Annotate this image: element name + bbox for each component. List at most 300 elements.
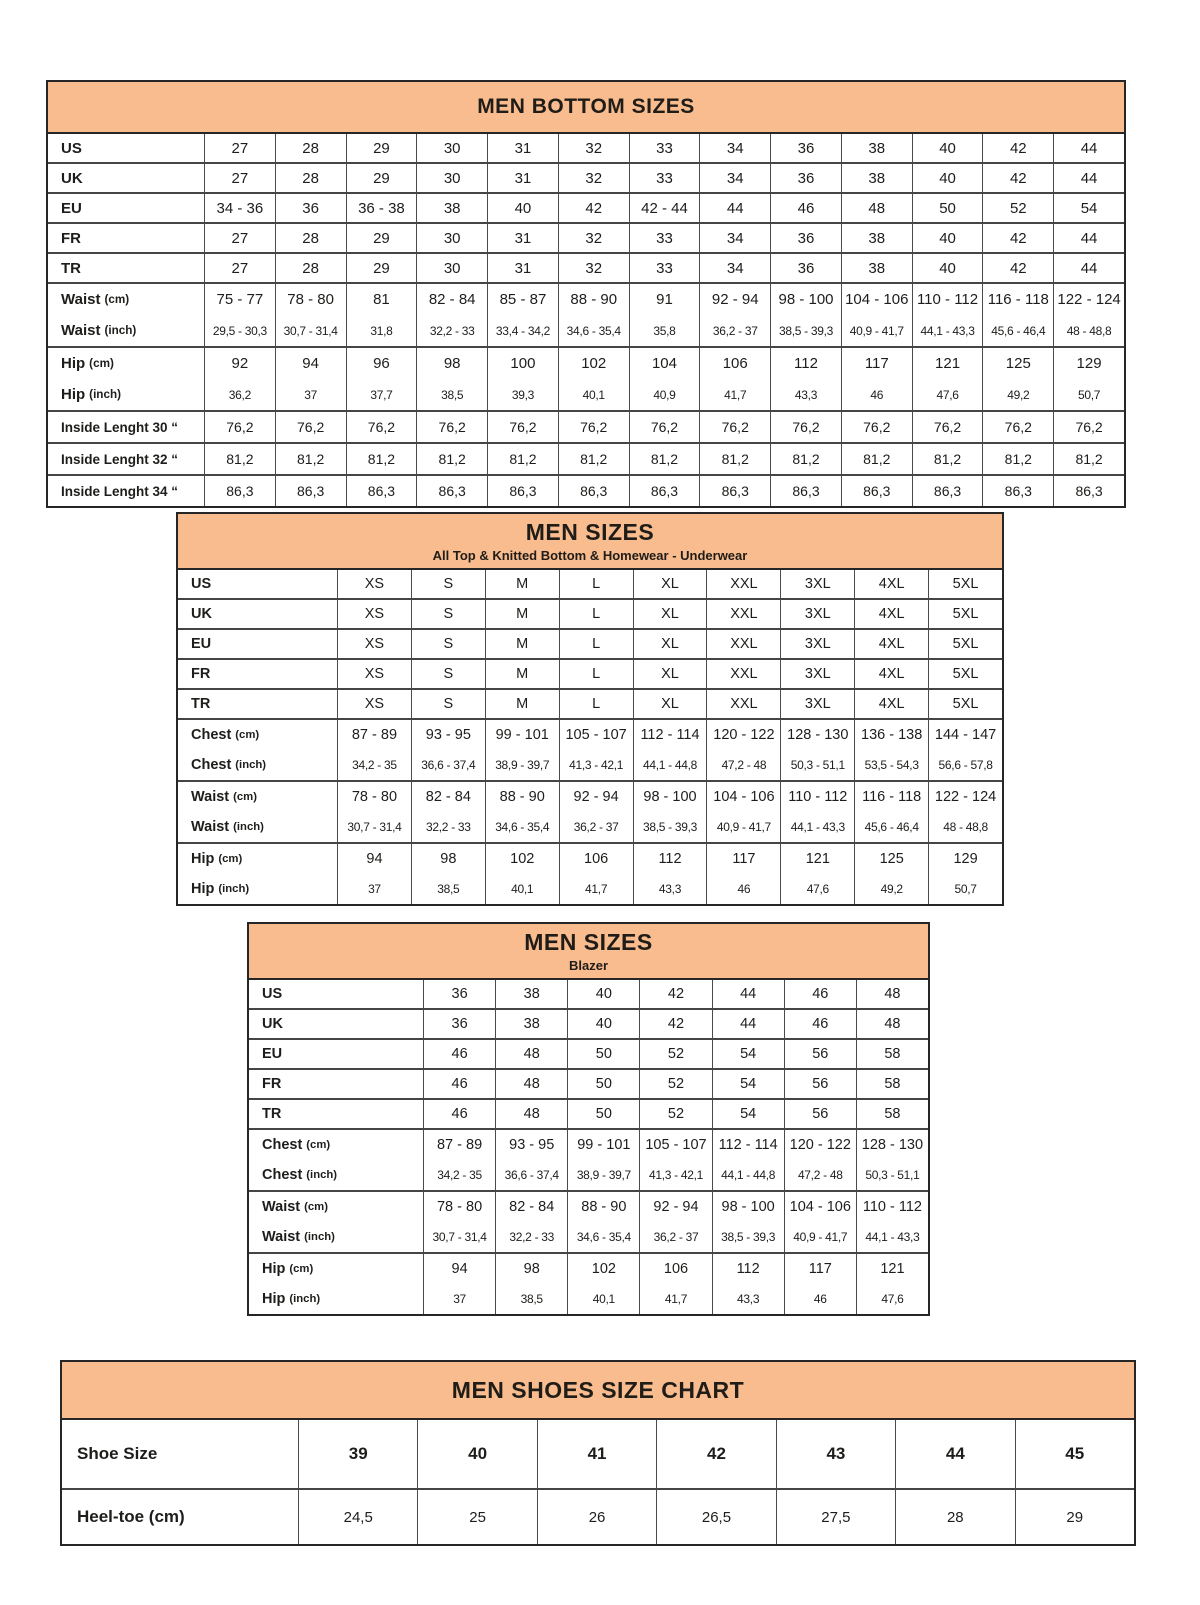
table-row [178,660,1002,688]
table-cell: 96 [346,348,417,379]
table-cell: 46 [706,874,780,904]
table-cell: S [411,600,485,628]
table-cell: 99 - 101 [485,720,559,750]
table-row [48,194,1124,222]
table-cell: 104 - 106 [784,1192,856,1222]
row-label [48,444,205,474]
table-cell: 44,1 - 44,8 [633,750,707,780]
table-cell: 47,6 [780,874,854,904]
row-label-text: US [262,986,283,1002]
row-label-text: Hip [61,355,86,372]
row-label-unit: (cm) [306,1139,331,1151]
row-label-text: Chest [191,757,232,773]
row-label [178,660,338,688]
table-cell: 54 [712,1040,784,1068]
men-bottom-sizes-table [46,80,1126,508]
table-cell: 38 [495,980,567,1008]
table-cell: 76,2 [558,412,629,442]
table-cell: 44 [712,980,784,1008]
table-cell: 85 - 87 [487,284,558,315]
table-cell: 28 [895,1490,1014,1544]
table-body [62,1420,1134,1544]
row-label-text: Heel-toe (cm) [77,1507,185,1526]
row-label-text: TR [191,696,211,712]
table-cell: M [485,690,559,718]
row-group [249,980,928,1008]
row-label-unit: (inch) [89,388,121,401]
table-cell: 88 - 90 [567,1192,639,1222]
row-label [249,980,424,1008]
table-cell: 52 [639,1100,711,1128]
table-cell: 94 [451,1261,468,1277]
table-cell: 38,5 - 39,3 [712,1222,784,1252]
table-cell: 35,8 [629,315,700,346]
table-cell: 40 [417,1420,536,1488]
table-cell: L [559,630,633,658]
table-cell: M [485,600,559,628]
table-cell: 128 - 130 [856,1130,928,1160]
table-cell: 4XL [854,660,928,688]
table-cell: 93 - 95 [411,720,485,750]
row-label [249,1284,424,1314]
row-group [48,192,1124,222]
table-cell: 44 [895,1420,1014,1488]
row-label [48,134,205,162]
table-cell: 50 [567,1070,639,1098]
table-row [178,874,1002,904]
table-title-bar [62,1362,1134,1420]
table-cell: 30,7 - 31,4 [347,820,402,834]
table-cell: 106 [639,1254,711,1284]
table-cell: 42 [982,164,1053,192]
table-cell: 125 [982,348,1053,379]
table-cell: XXL [706,660,780,688]
table-cell: 78 - 80 [436,1199,483,1215]
table-row [48,348,1124,379]
table-cell: 45,6 - 46,4 [854,812,928,842]
table-row [249,1254,928,1284]
table-cell: 47,2 - 48 [784,1160,856,1190]
table-cell: 48 [856,1010,928,1038]
row-label-text: Inside Lenght 34 “ [61,483,179,499]
table-cell: 36,2 - 37 [699,315,770,346]
table-row [62,1420,1134,1488]
row-label-text: Hip [191,881,215,897]
table-cell: 5XL [928,690,1002,718]
table-cell: 5XL [928,570,1002,598]
table-cell: S [411,660,485,688]
table-cell: 54 [712,1070,784,1098]
table-cell: 34 - 36 [216,199,264,217]
table-cell: XXL [706,630,780,658]
table-cell: 88 - 90 [485,782,559,812]
row-label-unit: (inch) [304,1231,335,1243]
table-cell: 41,7 [699,379,770,410]
table-cell: 31 [487,224,558,252]
row-label-text: US [191,576,212,592]
row-label-text: Hip [191,851,215,867]
table-cell: 86,3 [982,476,1053,506]
table-row [48,284,1124,315]
row-label [178,844,338,874]
table-cell: 38,9 - 39,7 [485,750,559,780]
table-cell: 94 [366,851,383,867]
table-cell: 46 [770,194,841,222]
table-cell: 38 [841,224,912,252]
table-cell: 39 [348,1444,368,1463]
row-group [178,718,1002,780]
row-label-text: Hip [61,386,86,403]
table-cell: 43,3 [770,379,841,410]
table-row [62,1490,1134,1544]
table-cell: 98 - 100 [712,1192,784,1222]
table-cell: 3XL [780,690,854,718]
table-subtitle: Blazer [568,958,609,973]
table-cell: 32,2 - 33 [495,1222,567,1252]
table-cell: 44 [699,194,770,222]
table-cell: 56 [784,1040,856,1068]
table-cell: 41,3 - 42,1 [639,1160,711,1190]
table-cell: 81,2 [226,451,254,467]
table-cell: 42 [639,1010,711,1038]
row-label [249,1192,424,1222]
row-label [178,630,338,658]
table-cell: 98 - 100 [770,284,841,315]
table-cell: 98 - 100 [633,782,707,812]
table-row [178,720,1002,750]
table-cell: 30,7 - 31,4 [432,1230,487,1244]
table-cell: 86,3 [912,476,983,506]
table-cell: XL [633,660,707,688]
table-cell: 26 [537,1490,656,1544]
table-row [178,750,1002,780]
table-cell: 36 [451,986,468,1002]
table-cell: 38,5 [495,1284,567,1314]
row-label-text: Waist [61,291,101,308]
row-label-text: Hip [262,1291,286,1307]
table-cell: XS [364,576,385,592]
table-cell: 86,3 [275,476,346,506]
table-cell: 40,1 [485,874,559,904]
table-cell: 40,1 [558,379,629,410]
row-label-text: UK [262,1016,283,1032]
row-label [48,284,205,315]
table-cell: 44 [1053,164,1124,192]
table-cell: 5XL [928,600,1002,628]
table-cell: 52 [982,194,1053,222]
row-group [48,346,1124,410]
table-row [48,254,1124,282]
table-cell: 44 [1053,224,1124,252]
table-title: MEN SIZES [524,929,653,955]
table-cell: 86,3 [346,476,417,506]
row-label-text: Waist [191,789,230,805]
table-title-bar [178,514,1002,570]
table-row [48,379,1124,410]
table-cell: 56,6 - 57,8 [928,750,1002,780]
table-cell: 4XL [854,600,928,628]
table-cell: 76,2 [699,412,770,442]
table-cell: 40,9 [629,379,700,410]
table-cell: 52 [639,1070,711,1098]
table-row [249,1222,928,1252]
table-cell: XXL [706,570,780,598]
table-row [48,224,1124,252]
table-cell: 87 - 89 [436,1137,483,1153]
table-cell: XL [633,630,707,658]
table-cell: 37 [368,882,381,896]
table-cell: 121 [780,844,854,874]
row-label [48,194,205,222]
row-label-unit: (cm) [289,1263,314,1275]
table-cell: 4XL [854,690,928,718]
table-cell: 48 - 48,8 [928,812,1002,842]
table-cell: 36 [770,224,841,252]
table-cell: 52 [639,1040,711,1068]
row-label-text: Shoe Size [77,1444,158,1463]
table-cell: XL [633,600,707,628]
table-cell: 38 [495,1010,567,1038]
table-cell: 38 [416,194,487,222]
table-cell: 46 [784,1010,856,1038]
row-label [249,1254,424,1284]
table-cell: 56 [784,1070,856,1098]
table-cell: 88 - 90 [558,284,629,315]
row-label [249,1100,424,1128]
table-row [249,1010,928,1038]
table-cell: L [559,690,633,718]
row-label [62,1420,299,1488]
row-group [249,1068,928,1098]
table-cell: 110 - 112 [912,284,983,315]
row-label [178,874,338,904]
row-group [48,222,1124,252]
men-sizes-blazer-table [247,922,930,1316]
table-cell: 81,2 [912,444,983,474]
table-cell: 37 [275,379,346,410]
table-cell: 50 [567,1100,639,1128]
table-cell: 58 [856,1040,928,1068]
row-group [62,1488,1134,1544]
row-group [178,598,1002,628]
row-group [48,410,1124,442]
table-cell: 86,3 [770,476,841,506]
table-cell: 32 [558,254,629,282]
table-cell: 50 [912,194,983,222]
row-label-text: Inside Lenght 30 “ [61,419,179,435]
table-row [178,812,1002,842]
row-label [48,379,205,410]
table-cell: 5XL [928,630,1002,658]
table-cell: 81,2 [841,444,912,474]
table-cell: 33 [629,224,700,252]
table-cell: 54 [712,1100,784,1128]
table-cell: 44,1 - 43,3 [856,1222,928,1252]
table-cell: 116 - 118 [854,782,928,812]
table-cell: 42 [639,980,711,1008]
table-cell: 46 [841,379,912,410]
table-cell: 75 - 77 [216,291,264,308]
table-cell: 76,2 [841,412,912,442]
table-cell: 36,2 [228,387,251,402]
row-group [62,1420,1134,1488]
table-cell: 120 - 122 [706,720,780,750]
table-row [249,1284,928,1314]
table-cell: M [485,660,559,688]
men-shoes-size-chart-table [60,1360,1136,1546]
table-cell: 76,2 [770,412,841,442]
table-cell: 76,2 [275,412,346,442]
row-label-text: Chest [262,1167,303,1183]
table-cell: 40,9 - 41,7 [706,812,780,842]
table-cell: 120 - 122 [784,1130,856,1160]
table-cell: 86,3 [558,476,629,506]
table-cell: 47,6 [856,1284,928,1314]
table-cell: 44 [712,1010,784,1038]
row-label [178,750,338,780]
table-row [48,476,1124,506]
table-cell: 128 - 130 [780,720,854,750]
table-cell: 81,2 [487,444,558,474]
table-cell: XL [633,570,707,598]
row-group [178,688,1002,718]
table-cell: 76,2 [912,412,983,442]
table-cell: 29 [346,164,417,192]
table-cell: 40 [912,254,983,282]
table-cell: 58 [856,1100,928,1128]
table-cell: 3XL [780,660,854,688]
table-cell: 98 [495,1254,567,1284]
table-cell: 34 [699,134,770,162]
table-body [249,980,928,1314]
table-cell: 91 [629,284,700,315]
row-label-unit: (cm) [233,791,257,803]
table-cell: 37 [453,1292,466,1306]
table-cell: 94 [275,348,346,379]
table-cell: 92 - 94 [699,284,770,315]
row-group [249,1252,928,1314]
table-cell: 28 [275,134,346,162]
table-title: MEN BOTTOM SIZES [477,95,695,118]
table-cell: 81,2 [346,444,417,474]
table-cell: 34 [699,254,770,282]
table-cell: 39,3 [487,379,558,410]
row-label-text: Waist [191,819,230,835]
table-cell: M [485,570,559,598]
table-row [48,164,1124,192]
table-cell: 81 [346,284,417,315]
table-cell: L [559,600,633,628]
table-cell: 34,6 - 35,4 [567,1222,639,1252]
row-label-unit: (inch) [306,1169,338,1181]
table-cell: 38,9 - 39,7 [567,1160,639,1190]
table-row [178,570,1002,598]
table-cell: 29 [346,224,417,252]
table-cell: 41 [537,1420,656,1488]
table-cell: 29 [346,134,417,162]
men-sizes-top-table [176,512,1004,906]
table-cell: 81,2 [629,444,700,474]
row-group [178,658,1002,688]
row-label-text: FR [191,666,211,682]
table-subtitle: All Top & Knitted Bottom & Homewear - Underwear [432,548,748,563]
table-cell: 102 [567,1254,639,1284]
row-group [178,570,1002,598]
row-group [249,1190,928,1252]
row-label-unit: (cm) [89,357,114,370]
row-group [178,842,1002,904]
table-cell: 78 - 80 [275,284,346,315]
table-body [48,134,1124,506]
table-cell: 33 [629,254,700,282]
table-cell: 4XL [854,570,928,598]
table-cell: 76,2 [629,412,700,442]
row-label-text: Waist [262,1199,301,1215]
table-cell: 36,2 - 37 [559,812,633,842]
table-cell: 27 [231,229,249,247]
table-cell: 76,2 [416,412,487,442]
table-cell: 38,5 - 39,3 [633,812,707,842]
table-cell: 30 [416,254,487,282]
table-cell: 47,6 [912,379,983,410]
row-label-unit: (inch) [218,883,250,895]
row-label-text: EU [191,636,212,652]
row-label-text: TR [262,1106,282,1122]
table-cell: 31 [487,164,558,192]
table-cell: 49,2 [854,874,928,904]
row-label-unit: (cm) [235,729,260,741]
table-cell: 34,6 - 35,4 [558,315,629,346]
table-cell: 30 [416,164,487,192]
table-cell: 40 [912,164,983,192]
table-cell: 50,3 - 51,1 [856,1160,928,1190]
table-cell: 144 - 147 [928,720,1002,750]
row-label-text: UK [61,169,83,187]
row-label-text: Inside Lenght 32 “ [61,451,179,467]
row-label-text: Waist [262,1229,301,1245]
table-cell: L [559,660,633,688]
table-cell: 117 [841,348,912,379]
table-cell: 112 [770,348,841,379]
table-cell: 46 [784,1284,856,1314]
row-group [178,780,1002,842]
table-cell: 38 [841,134,912,162]
table-cell: 86,3 [841,476,912,506]
table-cell: 81,2 [770,444,841,474]
table-cell: S [411,690,485,718]
table-title-bar [249,924,928,980]
table-cell: 136 - 138 [854,720,928,750]
table-cell: 36 - 38 [346,194,417,222]
table-cell: 3XL [780,570,854,598]
table-row [249,1160,928,1190]
row-label-text: US [61,139,82,157]
table-cell: 33 [629,164,700,192]
row-label [48,164,205,192]
row-label-unit: (cm) [304,1201,328,1213]
table-cell: 102 [485,844,559,874]
table-cell: 106 [559,844,633,874]
table-cell: 36,6 - 37,4 [411,750,485,780]
table-row [249,1192,928,1222]
row-group [48,442,1124,474]
table-cell: 36 [275,194,346,222]
table-cell: 82 - 84 [416,284,487,315]
table-cell: 42 [656,1420,775,1488]
table-cell: 31,8 [346,315,417,346]
table-cell: 58 [856,1070,928,1098]
table-cell: 112 [633,844,707,874]
